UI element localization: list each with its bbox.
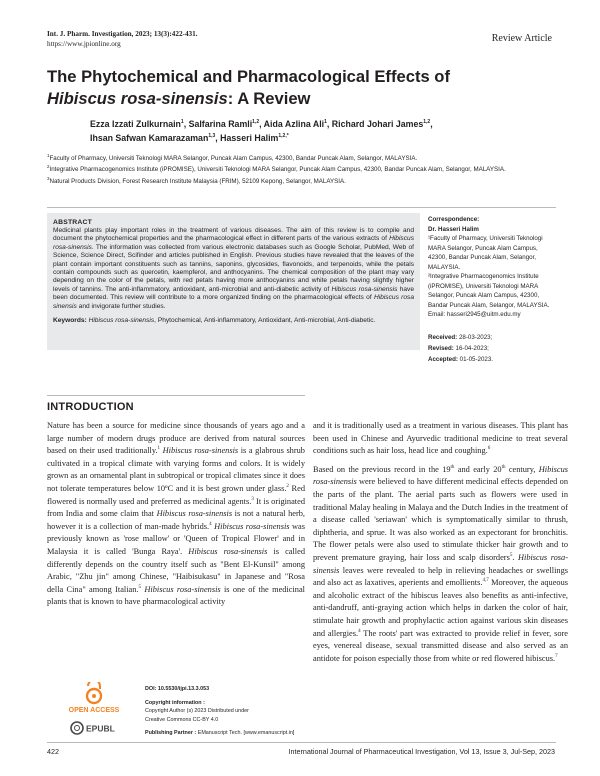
date-value: 28-03-2023;: [458, 333, 493, 341]
publishing-label: Publishing Partner :: [145, 730, 197, 737]
author-affiliation: 1,2: [423, 119, 431, 125]
affiliation-sup: 3: [47, 175, 50, 181]
logos-svg: [47, 682, 142, 740]
body-column-left: [47, 420, 305, 615]
abstract-species: Hibiscus rosa-sinensis: [53, 235, 414, 251]
affiliation-item: [47, 152, 552, 163]
abstract-species: Hibiscus rosa sinensis: [53, 294, 414, 310]
journal-citation: [47, 30, 198, 49]
article-dates: [428, 332, 556, 365]
author-affiliation: 1: [180, 119, 184, 125]
affiliation-item: [47, 175, 552, 186]
date-value: 01-05-2023.: [459, 355, 494, 363]
abstract-text: [53, 227, 414, 311]
author-name: Ihsan Safwan Kamarazaman: [90, 132, 209, 143]
publishing-partner: [145, 729, 305, 738]
correspondence: [428, 215, 556, 365]
body-column-right: [313, 420, 568, 671]
keywords: [53, 317, 414, 325]
date-accepted: [428, 354, 556, 365]
author-name: Aida Azlina Ali: [263, 118, 325, 129]
epubl-label: EPUBL: [86, 723, 115, 734]
date-label: Revised:: [428, 344, 454, 352]
abstract-heading: ABSTRACT: [53, 219, 92, 226]
copyright-text: Copyright Author (s) 2023 Distributed under Creative Commons CC-BY 4.0: [145, 708, 249, 723]
divider: [47, 395, 305, 396]
epubl-logo-icon: [71, 722, 83, 734]
paper-title: [47, 66, 567, 110]
affiliation-sup: 1: [47, 153, 50, 158]
author-affiliation: 1,2: [252, 119, 260, 125]
date-label: Received:: [428, 333, 458, 341]
title-line-1: The Phytochemical and Pharmacological Effects of: [47, 67, 450, 86]
footer-divider: [47, 742, 556, 743]
abstract-box: [47, 213, 420, 350]
publishing-value: EManuscript Tech. [www.emanuscript.in]: [197, 730, 295, 737]
abstract-part: have been documented. This review will contribute to a more organized finding on the pharmacological effects of: [53, 285, 414, 302]
footer-journal: International Journal of Pharmaceutical Investigation, Vol 13, Issue 3, Jul-Sep, 2023: [288, 747, 555, 756]
correspondence-address-1: ¹Faculty of Pharmacy, Universiti Teknologi MARA Selangor, Puncak Alam Campus, 42300, Bandar Puncak Alam, Selangor, MALAYSIA.: [428, 235, 543, 271]
author-affiliation: 1,2,*: [278, 132, 289, 139]
keywords-species: Hibiscus rosa-sinensis: [88, 317, 155, 325]
correspondence-heading: Correspondence:: [428, 216, 480, 223]
body-paragraph: and it is traditionally used as a treatment in various diseases. This plant has been used in Chinese and Ayurvedic traditional medicine to treat several conditions such as hair loss, head lice and coughing.$^6$: [313, 421, 568, 456]
section-heading-introduction: INTRODUCTION: [47, 401, 134, 413]
keywords-label: Keywords:: [53, 317, 87, 325]
copyright-label: Copyright information :: [145, 699, 205, 706]
correspondence-email[interactable]: Email: hasseri2945@uitm.edu.my: [428, 311, 521, 318]
correspondence-address-2: ²Integrative Pharmacogenomics Institute (iPROMISE), Universiti Teknologi MARA Selangor, Puncak Alam Campus, 42300, Bandar Puncak Alam, Selangor, MALAYSIA.: [428, 273, 550, 309]
open-access-logos: [47, 682, 142, 740]
date-value: 16-04-2023;: [455, 344, 489, 352]
affiliation-text: Faculty of Pharmacy, Universiti Teknologi MARA Selangor, Puncak Alam Campus, 42300, Bandar Puncak Alam, Selangor, MALAYSIA.: [49, 155, 418, 163]
author-affiliation: 1,3: [208, 132, 216, 139]
journal-url[interactable]: https://www.jpionline.org: [47, 39, 121, 48]
body-paragraph: Based on the previous record in the 19th and early 20th century, Hibiscus rosa-sinensis were believed to have different medicinal effects depended on the parts of the plant. The aerial parts such as flowers were used in traditional Malay healing in Malaya and the Dutch Indies in the treatment of a disease called 'seriawan' which is symptomatically similar to thrush, diphtheria, and sprue. It was also worked as an expectorant for bronchitis. The flower petals were also used to stimulate thicker hair growth and to prevent premature graying, hair loss and scalp disorders$^5$. Hibiscus rosa-sinensis leaves were revealed to help in relieving headaches or swellings and also act as laxatives, aperients and emollients.$^{4,7}$ Moreover, the aqueous and alcoholic extract of the hibiscus leaves also benefits as anti-infective, anti-dandruff, anti-graying action which helps in darken the color of hair, stimulate hair growth and prophylactic action against various skin diseases and allergies.$^4$ The roots' part was extracted to provide relief in fever, sore eyes, venereal disease, sexual transmitted disease and also served as an antidote for poison especially those from white or red flowered hibiscus.$^7$: [313, 464, 569, 663]
article-info: [145, 685, 305, 738]
author-name: Richard Johari James: [331, 118, 424, 129]
journal-citation-text: Int. J. Pharm. Investigation, 2023; 13(3):422-431.: [47, 30, 198, 38]
author-name: Ezza Izzati Zulkurnain: [90, 118, 181, 129]
abstract-part: and invigorate further studies.: [76, 302, 166, 310]
date-revised: [428, 343, 556, 354]
author-name: Salfarina Ramli: [188, 118, 253, 129]
affiliations: [47, 152, 552, 186]
page-number: 422: [47, 747, 59, 756]
date-received: [428, 332, 556, 343]
keywords-list: , Phytochemical, Anti-inflammatory, Antioxidant, Anti-microbial, Anti-diabetic.: [154, 317, 376, 325]
abstract-part: Medicinal plants play important roles in the treatment of various diseases. The aim of this review is to compile and document the phytochemical properties and the pharmacological effect in different parts of the various extracts of: [53, 227, 414, 243]
correspondence-name: Dr. Hasseri Halim: [428, 225, 479, 233]
affiliation-item: [47, 163, 552, 174]
title-species: Hibiscus rosa-sinensis: [47, 89, 228, 108]
open-access-label: OPEN ACCESS: [68, 707, 120, 714]
author-name: Hasseri Halim: [220, 132, 279, 143]
abstract-part: . The information was collected from various electronic databases such as Google Scholar, PubMed, Web of Science, Science Direct, Scifinder and articles published in English. Previous studies have revealed that the leaves of the plant contain important constituents such as tannins, saponins, glycosides, flavonoids, and terpenoids, while the petals contain compounds such as quercetin, kaempferol, and anthocyanins. The chemical composition of the plant may vary depending on the color of the petals, with red petals having more anthocyanins and white petals having slightly higher levels of tannins. The anti-inflammatory, antioxidant, anti-microbial and anti-diabetic activity of: [53, 243, 414, 293]
affiliation-sup: 2: [47, 164, 50, 170]
abstract-species: Hibiscus rosa-sinensis: [331, 285, 398, 293]
affiliation-text: Natural Products Division, Forest Research Institute Malaysia (FRIM), 52109 Kepong, Selangor, MALAYSIA.: [49, 177, 346, 185]
body-paragraph: Nature has been a source for medicine since thousands of years ago and a large number of modern drugs produce are derived from natural sources based on their used traditionally.$^1$ Hibiscus rosa-sinensis is a glabrous shrub cultivated in a tropical climate with varying forms and colors. It is widely grown as an ornamental plant in subtropical or tropical climates since it does not tolerate temperatures below 10ºC and it is best grown under glass.$^2$ Red flowered is normally used and preferred as medicinal agents.$^3$ It is originated from India and some claim that Hibiscus rosa-sinensis is not a natural herb, however it is a collection of man-made hybrids.$^4$ Hibiscus rosa-sinensis was previously known as 'rose mallow' or 'Queen of Tropical Flower' and in Malaysia it is called 'Bunga Raya'. Hibiscus rosa-sinensis is called differently depends on the country itself such as "Bent El-Kunsil" among Arabic, "Zhu jin" among Chinese, "Haibisukasu" in Japanese and "Rosa della Cina" among Italian.$^5$ Hibiscus rosa-sinensis is one of the medicinal plants that is known to have pharmacological activity: [47, 421, 306, 607]
open-access-lock-icon: [87, 682, 101, 703]
author-list: Ezza Izzati Zulkurnain$^1$, Salfarina Ramli$^{1,2}$, Aida Azlina Ali$^1$, Richard Johari James$^{1,2}$, Ihsan Safwan Kamarazaman$^{1,3}$, Hasseri Halim$^{1,2,*}$: [90, 118, 433, 143]
affiliation-text: Integrative Pharmacogenomics Institute (iPROMISE), Universiti Teknologi MARA Selangor, Puncak Alam Campus, 42300, Bandar Puncak Alam, Selangor, MALAYSIA.: [49, 166, 506, 174]
article-type: Review Article: [491, 33, 552, 44]
author-affiliation: 1: [324, 119, 327, 125]
doi[interactable]: DOI: 10.5530/ijpi.13.3.053: [145, 686, 210, 692]
date-label: Accepted:: [428, 355, 458, 363]
divider: [47, 207, 556, 208]
title-suffix: : A Review: [227, 89, 311, 108]
